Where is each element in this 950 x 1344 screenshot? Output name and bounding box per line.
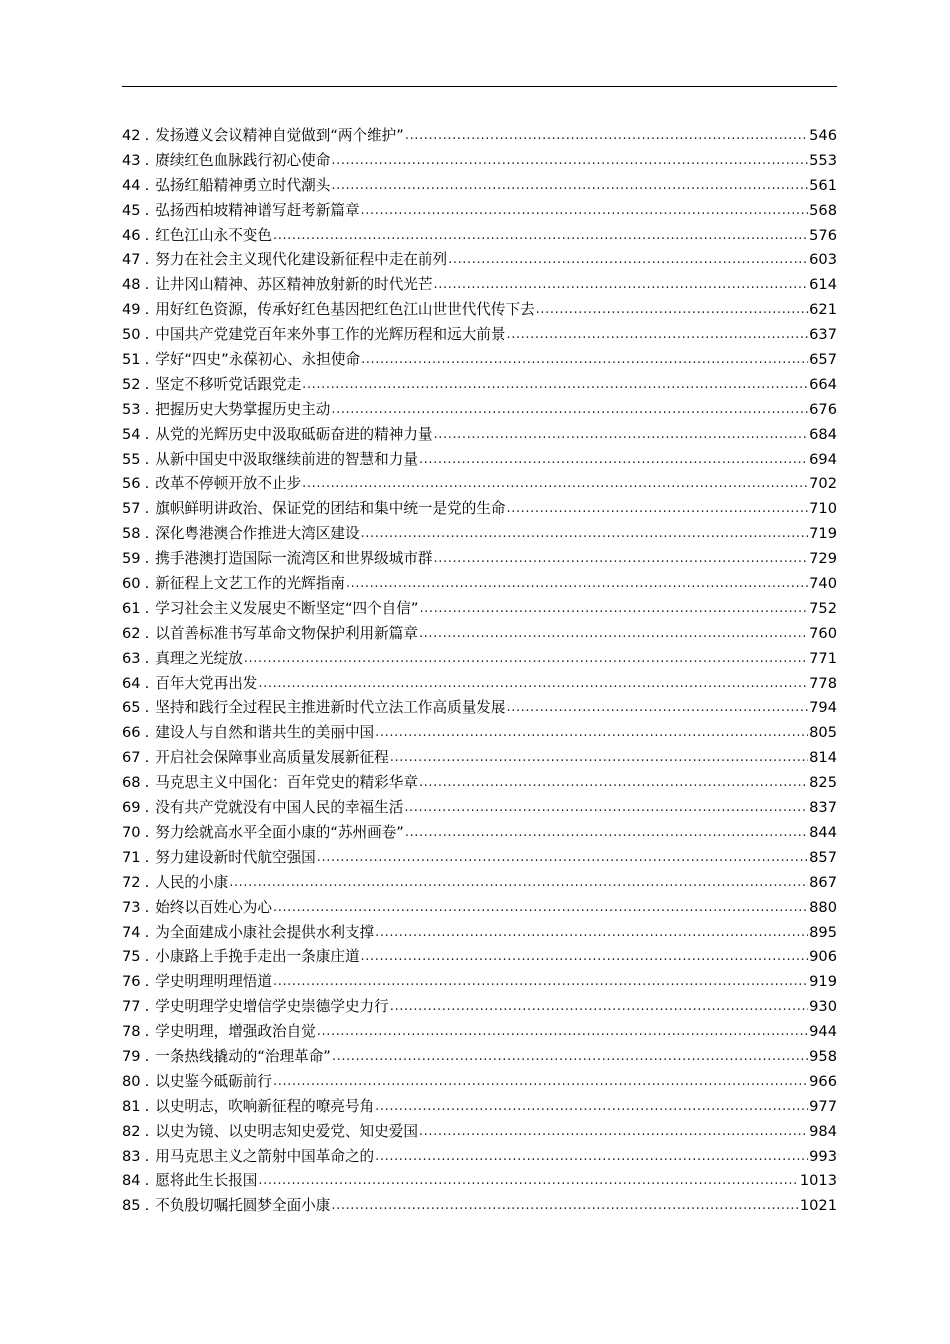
entry-page-number: 857 xyxy=(809,848,837,866)
entry-title: 让井冈山精神、苏区精神放射新的时代光芒 xyxy=(155,276,433,294)
entry-separator: . xyxy=(144,450,150,468)
entry-number: 58 xyxy=(122,525,141,543)
entry-separator: . xyxy=(144,724,150,742)
entry-separator: . xyxy=(144,176,150,194)
entry-page-number: 664 xyxy=(809,375,837,393)
entry-number: 57 xyxy=(122,500,141,518)
entry-title: 弘扬西柏坡精神谱写赶考新篇章 xyxy=(155,201,360,219)
entry-separator: . xyxy=(144,624,150,642)
entry-number: 83 xyxy=(122,1147,141,1165)
entry-page-number: 710 xyxy=(809,500,837,518)
entry-page-number: 729 xyxy=(809,550,837,568)
entry-separator: . xyxy=(144,575,150,593)
entry-separator: . xyxy=(144,1197,150,1215)
entry-title: 没有共产党就没有中国人民的幸福生活 xyxy=(155,799,404,817)
entry-page-number: 637 xyxy=(809,326,837,344)
entry-title: 学好“四史”永葆初心、永担使命 xyxy=(155,351,361,369)
entry-title: 用好红色资源，传承好红色基因把红色江山世世代代传下去 xyxy=(155,301,535,319)
entry-page-number: 752 xyxy=(809,599,837,617)
entry-separator: . xyxy=(144,1023,150,1041)
toc-entry[interactable] xyxy=(122,771,837,796)
entry-separator: . xyxy=(144,251,150,269)
entry-separator: . xyxy=(144,674,150,692)
dot-leader xyxy=(229,873,808,887)
entry-title: 努力绘就高水平全面小康的“苏州画卷” xyxy=(155,823,404,841)
entry-page-number: 694 xyxy=(809,450,837,468)
dot-leader xyxy=(361,350,808,364)
dot-leader xyxy=(375,923,808,937)
toc-entry[interactable] xyxy=(122,572,837,597)
entry-separator: . xyxy=(144,599,150,617)
dot-leader xyxy=(302,474,808,488)
entry-number: 81 xyxy=(122,1097,141,1115)
toc-entry[interactable] xyxy=(122,1194,837,1219)
entry-separator: . xyxy=(144,923,150,941)
entry-separator: . xyxy=(144,1072,150,1090)
dot-leader xyxy=(506,325,808,339)
entry-title: 从党的光辉历史中汲取砥砺奋进的精神力量 xyxy=(155,425,433,443)
entry-title: 一条热线撬动的“治理革命” xyxy=(155,1047,331,1065)
entry-title: 学史明理，增强政治自觉 xyxy=(155,1023,316,1041)
toc-entry[interactable] xyxy=(122,672,837,697)
entry-number: 68 xyxy=(122,774,141,792)
entry-separator: . xyxy=(144,226,150,244)
dot-leader xyxy=(390,748,808,762)
entry-number: 44 xyxy=(122,176,141,194)
entry-title: 小康路上手挽手走出一条康庄道 xyxy=(155,948,360,966)
entry-separator: . xyxy=(144,848,150,866)
entry-number: 75 xyxy=(122,948,141,966)
dot-leader xyxy=(419,450,808,464)
entry-number: 49 xyxy=(122,301,141,319)
toc-entry[interactable] xyxy=(122,871,837,896)
entry-title: 把握历史大势掌握历史主动 xyxy=(155,400,331,418)
dot-leader xyxy=(258,674,808,688)
dot-leader xyxy=(506,499,808,513)
toc-entry[interactable] xyxy=(122,224,837,249)
entry-separator: . xyxy=(144,1172,150,1190)
entry-number: 52 xyxy=(122,375,141,393)
entry-separator: . xyxy=(144,525,150,543)
entry-number: 51 xyxy=(122,351,141,369)
toc-entry[interactable] xyxy=(122,1120,837,1145)
toc-entry[interactable] xyxy=(122,423,837,448)
entry-number: 74 xyxy=(122,923,141,941)
entry-separator: . xyxy=(144,201,150,219)
entry-separator: . xyxy=(144,127,150,144)
entry-separator: . xyxy=(144,973,150,991)
entry-number: 46 xyxy=(122,226,141,244)
entry-page-number: 702 xyxy=(809,475,837,493)
entry-separator: . xyxy=(144,151,150,169)
dot-leader xyxy=(302,375,808,389)
entry-separator: . xyxy=(144,799,150,817)
entry-number: 56 xyxy=(122,475,141,493)
entry-number: 77 xyxy=(122,998,141,1016)
entry-separator: . xyxy=(144,774,150,792)
entry-page-number: 1013 xyxy=(799,1172,837,1190)
entry-page-number: 930 xyxy=(809,998,837,1016)
entry-separator: . xyxy=(144,649,150,667)
entry-title: 以首善标准书写革命文物保护利用新篇章 xyxy=(155,624,418,642)
entry-page-number: 614 xyxy=(809,276,837,294)
toc-entry[interactable] xyxy=(122,1169,837,1194)
toc-entry[interactable] xyxy=(122,273,837,298)
entry-title: 坚定不移听党话跟党走 xyxy=(155,375,302,393)
entry-page-number: 895 xyxy=(809,923,837,941)
toc-entry[interactable] xyxy=(122,124,837,149)
entry-title: 深化粤港澳合作推进大湾区建设 xyxy=(155,525,360,543)
entry-page-number: 576 xyxy=(809,226,837,244)
dot-leader xyxy=(332,1047,808,1061)
entry-title: 赓续红色血脉践行初心使命 xyxy=(155,151,331,169)
dot-leader xyxy=(448,250,808,264)
toc-entry[interactable] xyxy=(122,896,837,921)
entry-number: 85 xyxy=(122,1197,141,1215)
entry-title: 新征程上文艺工作的光辉指南 xyxy=(155,575,345,593)
toc-entry[interactable] xyxy=(122,373,837,398)
dot-leader xyxy=(346,574,808,588)
entry-title: 从新中国史中汲取继续前进的智慧和力量 xyxy=(155,450,418,468)
toc-entry[interactable] xyxy=(122,597,837,622)
entry-number: 59 xyxy=(122,550,141,568)
toc-entry[interactable] xyxy=(122,348,837,373)
entry-number: 66 xyxy=(122,724,141,742)
dot-leader xyxy=(317,1022,808,1036)
entry-separator: . xyxy=(144,1147,150,1165)
entry-title: 人民的小康 xyxy=(155,873,229,891)
toc-entry[interactable] xyxy=(122,995,837,1020)
entry-separator: . xyxy=(144,898,150,916)
table-of-contents xyxy=(122,124,837,1219)
entry-page-number: 1021 xyxy=(799,1197,837,1215)
entry-title: 愿将此生长报国 xyxy=(155,1172,258,1190)
dot-leader xyxy=(273,1072,808,1086)
entry-page-number: 993 xyxy=(809,1147,837,1165)
entry-number: 63 xyxy=(122,649,141,667)
entry-title: 开启社会保障事业高质量发展新征程 xyxy=(155,749,389,767)
toc-entry[interactable] xyxy=(122,970,837,995)
toc-entry[interactable] xyxy=(122,199,837,224)
toc-entry[interactable] xyxy=(122,522,837,547)
entry-page-number: 719 xyxy=(809,525,837,543)
entry-number: 45 xyxy=(122,201,141,219)
entry-number: 69 xyxy=(122,799,141,817)
entry-number: 53 xyxy=(122,400,141,418)
entry-page-number: 760 xyxy=(809,624,837,642)
toc-entry[interactable] xyxy=(122,472,837,497)
toc-entry[interactable] xyxy=(122,622,837,647)
entry-page-number: 740 xyxy=(809,575,837,593)
entry-number: 42 xyxy=(122,127,141,144)
dot-leader xyxy=(258,1171,798,1185)
dot-leader xyxy=(405,126,808,140)
entry-title: 努力建设新时代航空强国 xyxy=(155,848,316,866)
entry-page-number: 880 xyxy=(809,898,837,916)
toc-entry[interactable] xyxy=(122,846,837,871)
dot-leader xyxy=(361,947,809,961)
entry-number: 47 xyxy=(122,251,141,269)
entry-page-number: 966 xyxy=(809,1072,837,1090)
entry-page-number: 805 xyxy=(809,724,837,742)
toc-entry[interactable] xyxy=(122,696,837,721)
entry-number: 79 xyxy=(122,1047,141,1065)
entry-number: 72 xyxy=(122,873,141,891)
entry-title: 不负殷切嘱托圆梦全面小康 xyxy=(155,1197,331,1215)
dot-leader xyxy=(536,300,808,314)
entry-page-number: 553 xyxy=(809,151,837,169)
entry-number: 62 xyxy=(122,624,141,642)
toc-entry[interactable] xyxy=(122,746,837,771)
entry-title: 建设人与自然和谐共生的美丽中国 xyxy=(155,724,375,742)
toc-entry[interactable] xyxy=(122,174,837,199)
entry-page-number: 778 xyxy=(809,674,837,692)
dot-leader xyxy=(419,624,808,638)
toc-entry[interactable] xyxy=(122,149,837,174)
entry-title: 发扬遵义会议精神自觉做到“两个维护” xyxy=(155,127,404,144)
entry-separator: . xyxy=(144,823,150,841)
dot-leader xyxy=(273,226,808,240)
entry-title: 马克思主义中国化：百年党史的精彩华章 xyxy=(155,774,418,792)
dot-leader xyxy=(331,176,808,190)
entry-separator: . xyxy=(144,425,150,443)
entry-page-number: 561 xyxy=(809,176,837,194)
entry-page-number: 844 xyxy=(809,823,837,841)
entry-separator: . xyxy=(144,1122,150,1140)
entry-separator: . xyxy=(144,276,150,294)
toc-entry[interactable] xyxy=(122,448,837,473)
entry-separator: . xyxy=(144,873,150,891)
entry-page-number: 919 xyxy=(809,973,837,991)
entry-number: 61 xyxy=(122,599,141,617)
entry-title: 学史明理学史增信学史崇德学史力行 xyxy=(155,998,389,1016)
toc-entry[interactable] xyxy=(122,1095,837,1120)
entry-title: 弘扬红船精神勇立时代潮头 xyxy=(155,176,331,194)
toc-entry[interactable] xyxy=(122,497,837,522)
entry-number: 70 xyxy=(122,823,141,841)
entry-number: 55 xyxy=(122,450,141,468)
entry-title: 学习社会主义发展史不断坚定“四个自信” xyxy=(155,599,419,617)
entry-number: 76 xyxy=(122,973,141,991)
entry-page-number: 684 xyxy=(809,425,837,443)
dot-leader xyxy=(419,1122,808,1136)
entry-separator: . xyxy=(144,351,150,369)
dot-leader xyxy=(375,723,808,737)
header-rule xyxy=(122,86,837,87)
dot-leader xyxy=(434,425,809,439)
entry-page-number: 546 xyxy=(809,127,837,144)
entry-separator: . xyxy=(144,749,150,767)
dot-leader xyxy=(331,400,808,414)
entry-separator: . xyxy=(144,1047,150,1065)
entry-title: 红色江山永不变色 xyxy=(155,226,272,244)
entry-title: 中国共产党建党百年来外事工作的光辉历程和远大前景 xyxy=(155,326,506,344)
entry-separator: . xyxy=(144,1097,150,1115)
entry-page-number: 771 xyxy=(809,649,837,667)
toc-entry[interactable] xyxy=(122,1020,837,1045)
toc-entry[interactable] xyxy=(122,945,837,970)
entry-title: 旗帜鲜明讲政治、保证党的团结和集中统一是党的生命 xyxy=(155,500,506,518)
toc-entry[interactable] xyxy=(122,821,837,846)
toc-entry[interactable] xyxy=(122,248,837,273)
entry-title: 以史明志，吹响新征程的嘹亮号角 xyxy=(155,1097,375,1115)
entry-number: 73 xyxy=(122,898,141,916)
entry-number: 43 xyxy=(122,151,141,169)
entry-separator: . xyxy=(144,500,150,518)
entry-title: 用马克思主义之箭射中国革命之的 xyxy=(155,1147,375,1165)
dot-leader xyxy=(331,151,808,165)
entry-page-number: 621 xyxy=(809,301,837,319)
entry-separator: . xyxy=(144,326,150,344)
entry-number: 48 xyxy=(122,276,141,294)
toc-entry[interactable] xyxy=(122,298,837,323)
toc-entry[interactable] xyxy=(122,323,837,348)
entry-separator: . xyxy=(144,948,150,966)
entry-number: 67 xyxy=(122,749,141,767)
dot-leader xyxy=(419,773,808,787)
entry-number: 50 xyxy=(122,326,141,344)
entry-title: 真理之光绽放 xyxy=(155,649,243,667)
dot-leader xyxy=(273,972,808,986)
dot-leader xyxy=(331,1196,799,1210)
entry-separator: . xyxy=(144,998,150,1016)
entry-page-number: 977 xyxy=(809,1097,837,1115)
dot-leader xyxy=(434,549,809,563)
entry-separator: . xyxy=(144,699,150,717)
entry-number: 65 xyxy=(122,699,141,717)
dot-leader xyxy=(361,201,809,215)
dot-leader xyxy=(361,524,809,538)
entry-page-number: 825 xyxy=(809,774,837,792)
entry-separator: . xyxy=(144,400,150,418)
dot-leader xyxy=(375,1147,808,1161)
dot-leader xyxy=(375,1097,808,1111)
toc-entry[interactable] xyxy=(122,1145,837,1170)
entry-page-number: 867 xyxy=(809,873,837,891)
dot-leader xyxy=(405,823,808,837)
toc-entry[interactable] xyxy=(122,647,837,672)
entry-page-number: 906 xyxy=(809,948,837,966)
toc-entry[interactable] xyxy=(122,398,837,423)
toc-entry[interactable] xyxy=(122,1070,837,1095)
entry-number: 71 xyxy=(122,848,141,866)
entry-page-number: 814 xyxy=(809,749,837,767)
toc-entry[interactable] xyxy=(122,547,837,572)
entry-title: 以史鉴今砥砺前行 xyxy=(155,1072,272,1090)
toc-entry[interactable] xyxy=(122,921,837,946)
entry-number: 84 xyxy=(122,1172,141,1190)
toc-entry[interactable] xyxy=(122,721,837,746)
dot-leader xyxy=(390,997,808,1011)
entry-page-number: 944 xyxy=(809,1023,837,1041)
entry-separator: . xyxy=(144,301,150,319)
entry-number: 80 xyxy=(122,1072,141,1090)
entry-title: 始终以百姓心为心 xyxy=(155,898,272,916)
entry-page-number: 958 xyxy=(809,1047,837,1065)
dot-leader xyxy=(317,848,808,862)
entry-page-number: 984 xyxy=(809,1122,837,1140)
entry-number: 54 xyxy=(122,425,141,443)
entry-title: 为全面建成小康社会提供水利支撑 xyxy=(155,923,375,941)
dot-leader xyxy=(419,599,808,613)
entry-number: 60 xyxy=(122,575,141,593)
entry-page-number: 837 xyxy=(809,799,837,817)
entry-number: 64 xyxy=(122,674,141,692)
entry-number: 82 xyxy=(122,1122,141,1140)
dot-leader xyxy=(273,898,808,912)
entry-page-number: 794 xyxy=(809,699,837,717)
dot-leader xyxy=(506,698,808,712)
entry-title: 百年大党再出发 xyxy=(155,674,258,692)
entry-separator: . xyxy=(144,550,150,568)
entry-page-number: 676 xyxy=(809,400,837,418)
entry-separator: . xyxy=(144,375,150,393)
entry-number: 78 xyxy=(122,1023,141,1041)
dot-leader xyxy=(434,275,809,289)
dot-leader xyxy=(244,649,808,663)
entry-title: 携手港澳打造国际一流湾区和世界级城市群 xyxy=(155,550,433,568)
entry-title: 以史为镜、以史明志知史爱党、知史爱国 xyxy=(155,1122,418,1140)
entry-title: 坚持和践行全过程民主推进新时代立法工作高质量发展 xyxy=(155,699,506,717)
entry-title: 努力在社会主义现代化建设新征程中走在前列 xyxy=(155,251,448,269)
entry-page-number: 657 xyxy=(809,351,837,369)
toc-entry[interactable] xyxy=(122,796,837,821)
entry-separator: . xyxy=(144,475,150,493)
dot-leader xyxy=(404,798,808,812)
entry-title: 学史明理明理悟道 xyxy=(155,973,272,991)
entry-page-number: 568 xyxy=(809,201,837,219)
toc-entry[interactable] xyxy=(122,1045,837,1070)
entry-title: 改革不停顿开放不止步 xyxy=(155,475,302,493)
entry-page-number: 603 xyxy=(809,251,837,269)
